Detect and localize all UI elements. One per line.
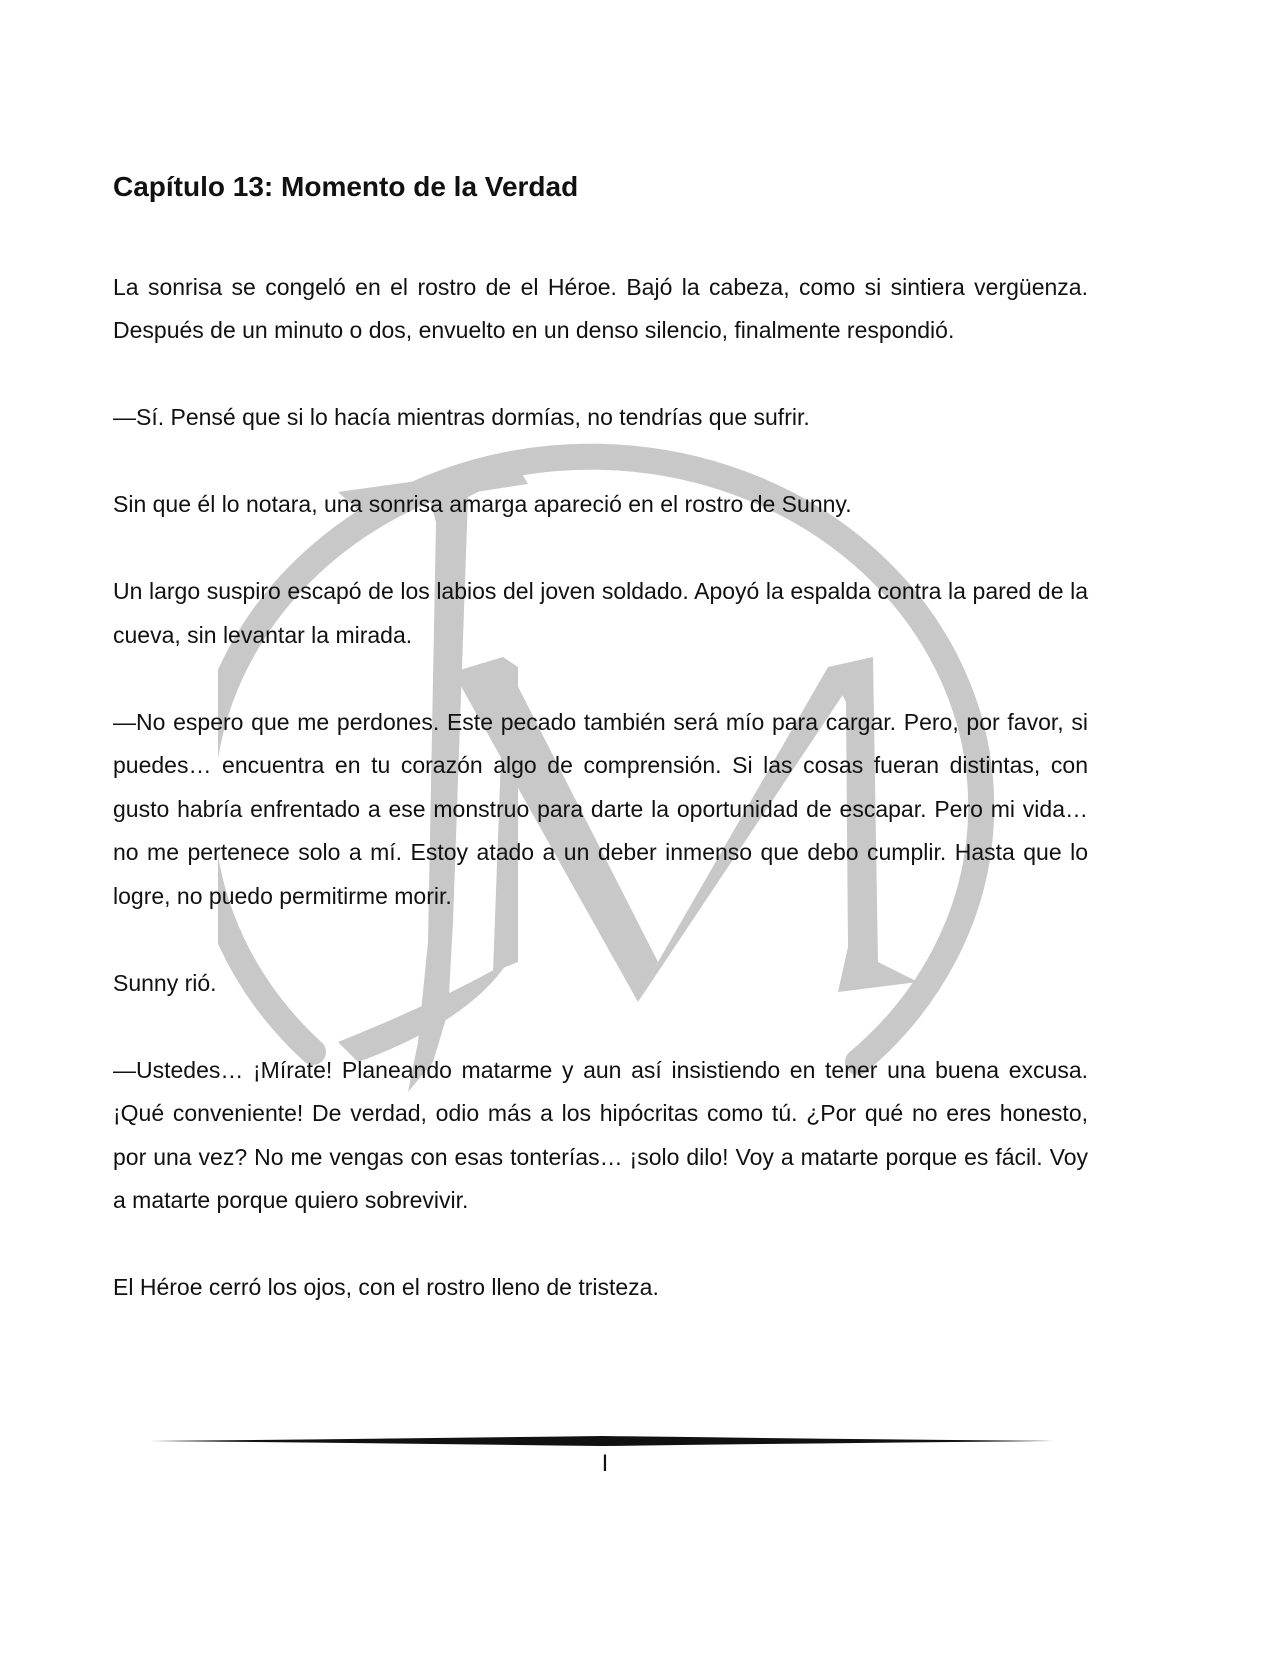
chapter-title: Capítulo 13: Momento de la Verdad: [113, 171, 579, 202]
paragraph: —Ustedes… ¡Mírate! Planeando matarme y aun así insistiendo en tener una buena excusa. ¡Qué conveniente! De verdad, odio más a los hipócritas como tú. ¿Por qué no eres honesto, por una vez? No me vengas con esas tonterías… ¡solo dilo! Voy a matarte porque es fácil. Voy a matarte porque quiero sobrevivir.: [113, 1056, 1088, 1214]
paragraph: Sunny rió.: [113, 969, 217, 996]
paragraph: Sin que él lo notara, una sonrisa amarga apareció en el rostro de Sunny.: [113, 491, 852, 518]
paragraph: La sonrisa se congeló en el rostro de el Héroe. Bajó la cabeza, como si sintiera vergüenza. Después de un minuto o dos, envuelto en un denso silencio, finalmente respondió.: [113, 273, 1088, 344]
footer-divider: [150, 1434, 1054, 1448]
page-number: I: [601, 1450, 609, 1477]
paragraph: —No espero que me perdones. Este pecado también será mío para cargar. Pero, por favor, si puedes… encuentra en tu corazón algo de comprensión. Si las cosas fueran distintas, con gusto habría enfrentado a ese monstruo para darte la oportunidad de escapar. Pero mi vida… no me pertenece solo a mí. Estoy atado a un deber inmenso que debo cumplir. Hasta que lo logre, no puedo permitirme morir.: [113, 708, 1088, 909]
document-body: [113, 170, 1088, 1353]
paragraph: El Héroe cerró los ojos, con el rostro lleno de tristeza.: [113, 1274, 659, 1301]
paragraph: Un largo suspiro escapó de los labios del joven soldado. Apoyó la espalda contra la pared de la cueva, sin levantar la mirada.: [113, 578, 1088, 648]
paragraph: —Sí. Pensé que si lo hacía mientras dormías, no tendrías que sufrir.: [113, 404, 810, 431]
